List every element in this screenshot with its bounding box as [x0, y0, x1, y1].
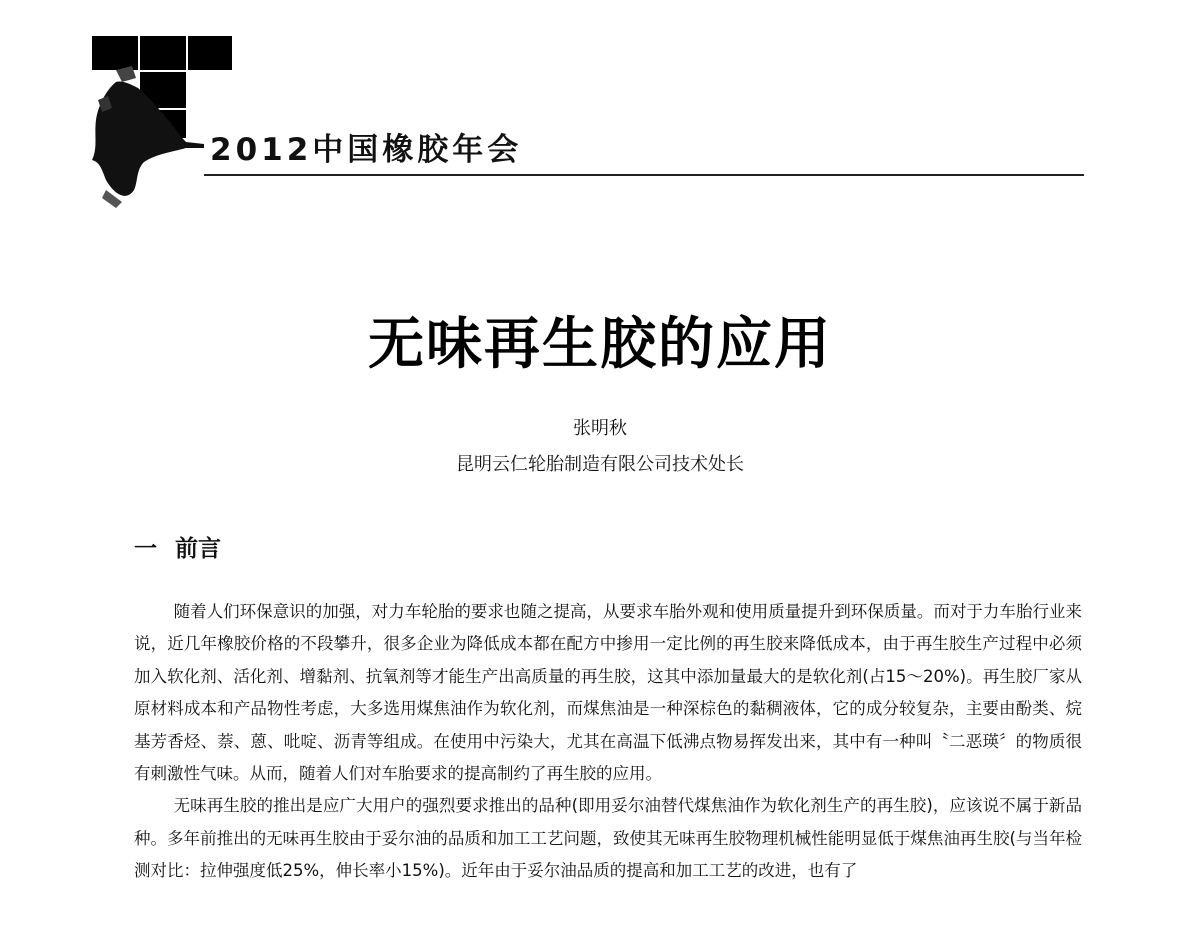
author-name: 张明秋	[573, 418, 627, 439]
body-text	[134, 596, 1082, 888]
author-affiliation: 昆明云仁轮胎制造有限公司技术处长	[456, 454, 744, 475]
paragraph: 随着人们环保意识的加强，对力车轮胎的要求也随之提高，从要求车胎外观和使用质量提升到环保质量。而对于力车胎行业来说，近几年橡胶价格的不段攀升，很多企业为降低成本都在配方中掺用一定比例的再生胶来降低成本，由于再生胶生产过程中必须加入软化剂、活化剂、增黏剂、抗氧剂等才能生产出高质量的再生胶，这其中添加量最大的是软化剂(占15～20%)。再生胶厂家从原材料成本和产品物性考虑，大多选用煤焦油作为软化剂，而煤焦油是一种深棕色的黏稠液体，它的成分较复杂，主要由酚类、烷基芳香烃、萘、蒽、吡啶、沥青等组成。在使用中污染大，尤其在高温下低沸点物易挥发出来，其中有一种叫〝二恶瑛〞的物质很有刺激性气味。从而，随着人们对车胎要求的提高制约了再生胶的应用。	[134, 602, 1082, 784]
section-heading	[134, 530, 221, 563]
section-title: 前言	[175, 536, 221, 562]
paragraph: 无味再生胶的推出是应广大用户的强烈要求推出的品种(即用妥尔油替代煤焦油作为软化剂生产的再生胶)，应该说不属于新品种。多年前推出的无味再生胶由于妥尔油的品质和加工工艺问题，致使其无味再生胶物理机械性能明显低于煤焦油再生胶(与当年检测对比：拉伸强度低25%，伸长率小15%)。近年由于妥尔油品质的提高和加工工艺的改进，也有了	[134, 796, 1082, 881]
profile-silhouette-icon	[86, 30, 246, 210]
conference-title: 2012中国橡胶年会	[210, 132, 523, 168]
paper-title: 无味再生胶的应用	[368, 312, 832, 377]
section-number: 一	[134, 536, 157, 562]
header-rule	[204, 174, 1084, 176]
conference-logo	[86, 30, 246, 210]
